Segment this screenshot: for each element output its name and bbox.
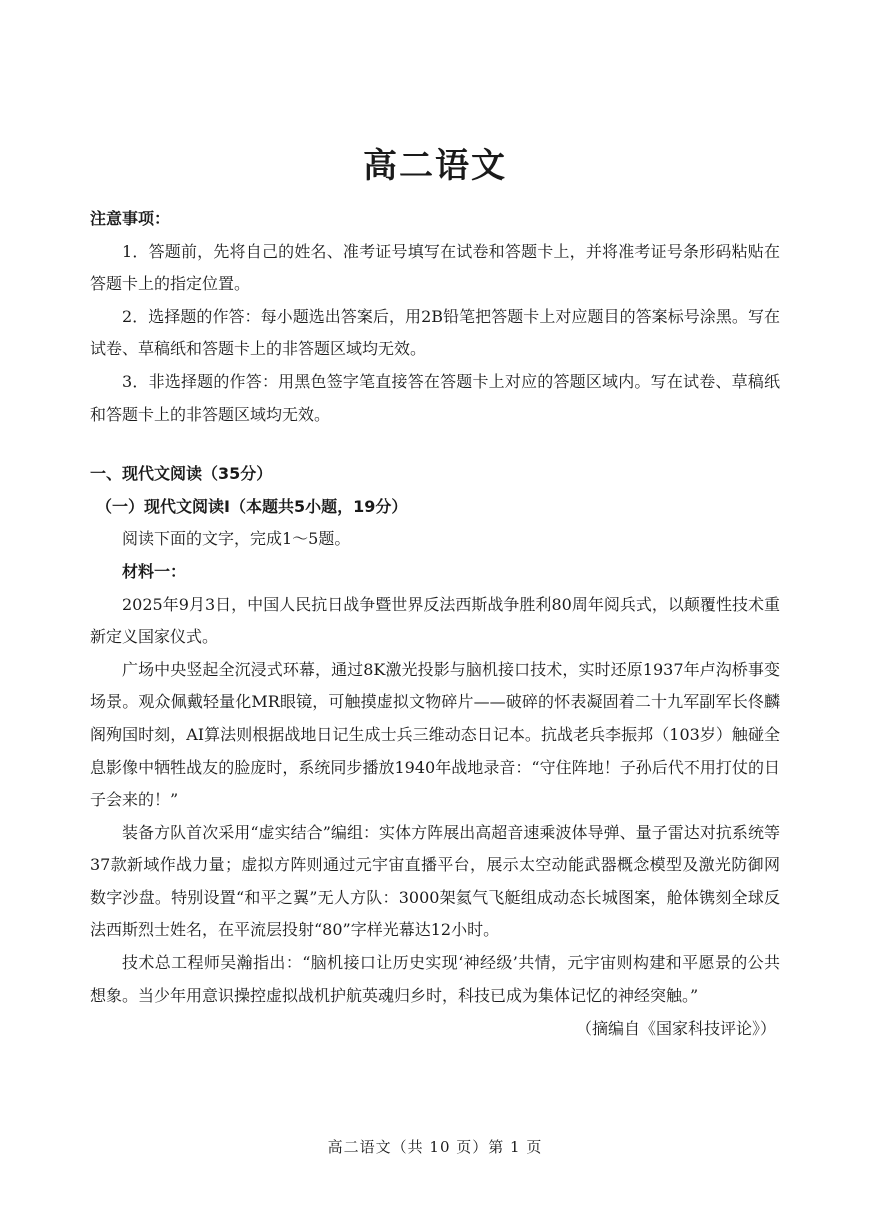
notice-item-3: 3．非选择题的作答：用黑色签字笔直接答在答题卡上对应的答题区域内。写在试卷、草稿纸和答题卡上的非答题区域均无效。 [90, 371, 780, 424]
notice-heading: 注意事项： [90, 209, 171, 228]
body-paragraph-2: 广场中央竖起全沉浸式环幕，通过8K激光投影与脑机接口技术，实时还原1937年卢沟桥事变场景。观众佩戴轻量化MR眼镜，可触摸虚拟文物碎片——破碎的怀表凝固着二十九军副军长佟麟阁殉国时刻，AI算法则根据战地日记生成士兵三维动态日记本。抗战老兵李振邦（103岁）触碰全息影像中牺牲战友的脸庞时，系统同步播放1940年战地录音：“守住阵地！子孙后代不用打仗的日子会来的！” [90, 659, 780, 810]
notice-item-1: 1．答题前，先将自己的姓名、准考证号填写在试卷和答题卡上，并将准考证号条形码粘贴在答题卡上的指定位置。 [90, 241, 780, 294]
body-paragraph-4: 技术总工程师吴瀚指出：“脑机接口让历史实现‘神经级’共情，元宇宙则构建和平愿景的公共想象。当少年用意识操控虚拟战机护航英魂归乡时，科技已成为集体记忆的神经突触。” [90, 953, 780, 1005]
reading-instruction: 阅读下面的文字，完成1～5题。 [122, 529, 351, 549]
source-citation: （摘编自《国家科技评论》） [575, 1019, 776, 1039]
notice-item-2: 2．选择题的作答：每小题选出答案后，用2B铅笔把答题卡上对应题目的答案标号涂黑。写在试卷、草稿纸和答题卡上的非答题区域均无效。 [90, 306, 780, 359]
page-content [90, 203, 780, 1046]
page-title: 高二语文 [363, 146, 507, 186]
page-footer: 高二语文（共 10 页）第 1 页 [327, 1138, 543, 1156]
body-paragraph-3: 装备方队首次采用“虚实结合”编组：实体方阵展出高超音速乘波体导弹、量子雷达对抗系统等37款新域作战力量；虚拟方阵则通过元宇宙直播平台，展示太空动能武器概念模型及激光防御网数字沙盘。特别设置“和平之翼”无人方队：3000架氦气飞艇组成动态长城图案，舱体镌刻全球反法西斯烈士姓名，在平流层投射“80”字样光幕达12小时。 [90, 822, 780, 940]
section-heading: 一、现代文阅读（35分） [90, 464, 273, 484]
subsection-heading: （一）现代文阅读Ⅰ（本题共5小题，19分） [96, 496, 408, 516]
body-paragraph-1: 2025年9月3日，中国人民抗日战争暨世界反法西斯战争胜利80周年阅兵式，以颠覆性技术重新定义国家仪式。 [90, 594, 780, 647]
material-label: 材料一： [122, 561, 187, 581]
